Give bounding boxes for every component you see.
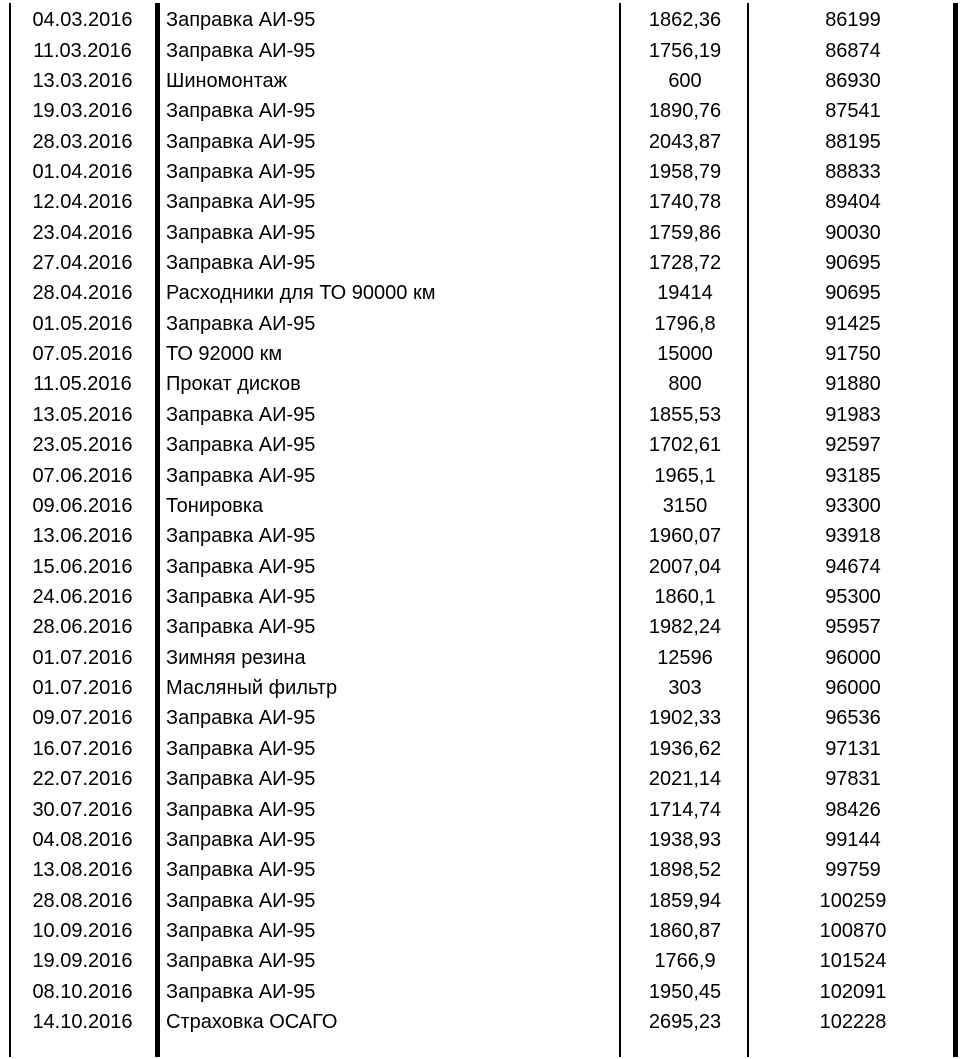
table-row — [0, 582, 962, 612]
cell-date: 07.06.2016 — [32, 464, 133, 487]
cell-date: 23.04.2016 — [32, 221, 133, 244]
cell-amount: 1860,1 — [654, 586, 716, 608]
cell-amount: 2021,14 — [648, 768, 722, 791]
cell-amount: 2695,23 — [648, 1011, 722, 1034]
table-row — [0, 825, 962, 855]
cell-odometer: 91880 — [825, 373, 881, 396]
cell-amount: 1890,76 — [648, 100, 722, 123]
table-row — [0, 491, 962, 521]
cell-amount: 1960,07 — [648, 525, 722, 548]
table-row — [0, 35, 962, 65]
table-row — [0, 96, 962, 126]
table-row — [0, 157, 962, 187]
cell-description: Заправка АИ-95 — [166, 799, 316, 820]
cell-odometer: 96536 — [825, 707, 881, 730]
cell-odometer: 97131 — [825, 737, 881, 760]
table-row — [0, 946, 962, 976]
cell-date: 01.07.2016 — [32, 677, 133, 700]
cell-odometer: 92597 — [825, 434, 881, 457]
cell-date: 28.08.2016 — [32, 889, 133, 912]
table-row — [0, 643, 962, 673]
cell-description: Масляный фильтр — [166, 678, 338, 699]
cell-date: 04.08.2016 — [32, 828, 133, 851]
cell-description: Заправка АИ-95 — [166, 10, 316, 31]
cell-date: 30.07.2016 — [32, 798, 133, 821]
cell-odometer: 96000 — [825, 646, 881, 669]
table-row — [0, 764, 962, 794]
cell-odometer: 99759 — [825, 859, 881, 882]
cell-date: 12.04.2016 — [32, 191, 133, 214]
cell-odometer: 86874 — [825, 39, 881, 62]
cell-date: 15.06.2016 — [32, 555, 133, 578]
cell-description: Заправка АИ-95 — [166, 101, 316, 122]
cell-odometer: 94674 — [825, 555, 881, 578]
cell-date: 13.06.2016 — [32, 525, 133, 548]
cell-odometer: 93185 — [825, 464, 881, 487]
cell-amount: 1902,33 — [648, 707, 722, 730]
table-row — [0, 430, 962, 460]
cell-amount: 1728,72 — [648, 252, 722, 275]
cell-odometer: 99144 — [825, 828, 881, 851]
cell-date: 19.03.2016 — [32, 100, 133, 123]
table-row — [0, 126, 962, 156]
cell-date: 28.06.2016 — [32, 616, 133, 639]
cell-description: Заправка АИ-95 — [166, 617, 316, 638]
cell-amount: 1855,53 — [648, 403, 722, 426]
cell-date: 10.09.2016 — [32, 919, 133, 942]
cell-description: Заправка АИ-95 — [166, 161, 316, 182]
cell-odometer: 88833 — [825, 160, 881, 183]
cell-date: 14.10.2016 — [32, 1011, 133, 1034]
cell-description: Заправка АИ-95 — [166, 890, 316, 911]
cell-odometer: 91750 — [825, 343, 881, 366]
table-row — [0, 1007, 962, 1037]
cell-amount: 1759,86 — [648, 221, 722, 244]
cell-description: Заправка АИ-95 — [166, 435, 316, 456]
cell-odometer: 91983 — [825, 403, 881, 426]
table-row — [0, 248, 962, 278]
cell-date: 16.07.2016 — [32, 737, 133, 760]
cell-odometer: 90695 — [825, 282, 881, 305]
cell-description: Прокат дисков — [166, 374, 301, 395]
cell-amount: 1898,52 — [648, 859, 722, 882]
cell-date: 23.05.2016 — [32, 434, 133, 457]
cell-description: Заправка АИ-95 — [166, 860, 316, 881]
cell-description: Заправка АИ-95 — [166, 465, 316, 486]
table-row — [0, 218, 962, 248]
table-row — [0, 400, 962, 430]
cell-description: Заправка АИ-95 — [166, 526, 316, 547]
cell-date: 08.10.2016 — [32, 980, 133, 1003]
cell-amount: 1938,93 — [648, 828, 722, 851]
cell-date: 13.03.2016 — [32, 69, 133, 92]
cell-description: Тонировка — [166, 495, 264, 516]
cell-date: 04.03.2016 — [32, 9, 133, 32]
cell-description: Заправка АИ-95 — [166, 769, 316, 790]
cell-odometer: 93300 — [825, 494, 881, 517]
cell-description: Заправка АИ-95 — [166, 40, 316, 61]
cell-amount: 1859,94 — [648, 889, 722, 912]
cell-odometer: 101524 — [819, 950, 887, 973]
cell-amount: 2007,04 — [648, 555, 722, 578]
cell-amount: 800 — [668, 373, 702, 396]
table-row — [0, 703, 962, 733]
cell-amount: 2043,87 — [648, 130, 722, 153]
table-row — [0, 460, 962, 490]
cell-date: 28.03.2016 — [32, 130, 133, 153]
table-row — [0, 5, 962, 35]
cell-amount: 1958,79 — [648, 160, 722, 183]
cell-date: 28.04.2016 — [32, 282, 133, 305]
cell-description: Заправка АИ-95 — [166, 738, 316, 759]
cell-amount: 600 — [668, 69, 702, 92]
cell-description: Заправка АИ-95 — [166, 131, 316, 152]
cell-date: 13.05.2016 — [32, 403, 133, 426]
cell-description: Заправка АИ-95 — [166, 981, 316, 1002]
cell-odometer: 93918 — [825, 525, 881, 548]
cell-date: 01.05.2016 — [32, 312, 133, 335]
cell-amount: 303 — [668, 677, 702, 700]
cell-description: Страховка ОСАГО — [166, 1012, 338, 1033]
cell-odometer: 97831 — [825, 768, 881, 791]
cell-odometer: 90030 — [825, 221, 881, 244]
cell-description: Заправка АИ-95 — [166, 253, 316, 274]
cell-date: 24.06.2016 — [32, 586, 133, 608]
cell-description: Заправка АИ-95 — [166, 951, 316, 972]
cell-date: 09.07.2016 — [32, 707, 133, 730]
cell-description: Заправка АИ-95 — [166, 708, 316, 729]
table-row — [0, 916, 962, 946]
cell-description: Заправка АИ-95 — [166, 829, 316, 850]
cell-amount: 3150 — [662, 494, 708, 517]
table-row — [0, 673, 962, 703]
cell-description: Заправка АИ-95 — [166, 587, 316, 607]
table-row — [0, 187, 962, 217]
cell-odometer: 90695 — [825, 252, 881, 275]
table-row — [0, 734, 962, 764]
cell-amount: 1702,61 — [648, 434, 722, 457]
cell-odometer: 89404 — [825, 191, 881, 214]
cell-date: 19.09.2016 — [32, 950, 133, 973]
cell-date: 11.03.2016 — [33, 39, 132, 62]
table-row — [0, 521, 962, 551]
cell-odometer: 100870 — [819, 919, 887, 942]
table-row — [0, 794, 962, 824]
cell-amount: 1756,19 — [648, 39, 722, 62]
cell-amount: 1714,74 — [648, 798, 722, 821]
table-row — [0, 278, 962, 308]
cell-amount: 1766,9 — [654, 950, 716, 973]
cell-odometer: 87541 — [825, 100, 881, 123]
cell-odometer: 100259 — [819, 889, 887, 912]
cell-odometer: 102091 — [819, 980, 887, 1003]
table-body — [0, 5, 962, 1037]
cell-description: Заправка АИ-95 — [166, 556, 316, 577]
cell-amount: 1936,62 — [648, 737, 722, 760]
cell-amount: 1950,45 — [648, 980, 722, 1003]
cell-odometer: 95957 — [825, 616, 881, 639]
cell-description: Заправка АИ-95 — [166, 222, 316, 243]
table-row — [0, 309, 962, 339]
cell-date: 01.07.2016 — [32, 646, 133, 669]
cell-amount: 19414 — [657, 282, 713, 305]
cell-odometer: 86199 — [825, 9, 881, 32]
cell-date: 27.04.2016 — [32, 252, 133, 275]
cell-odometer: 98426 — [825, 798, 881, 821]
cell-description: Расходники для ТО 90000 км — [166, 283, 436, 304]
cell-amount: 1796,8 — [654, 312, 716, 335]
table-row — [0, 612, 962, 642]
cell-odometer: 86930 — [825, 69, 881, 92]
cell-description: Шиномонтаж — [166, 70, 288, 91]
cell-amount: 1965,1 — [654, 464, 716, 487]
cell-date: 07.05.2016 — [32, 343, 133, 366]
cell-date: 09.06.2016 — [32, 494, 133, 517]
cell-description: Заправка АИ-95 — [166, 920, 316, 941]
table-row — [0, 339, 962, 369]
cell-amount: 1860,87 — [648, 919, 722, 942]
cell-amount: 1740,78 — [648, 191, 722, 214]
table-row — [0, 855, 962, 885]
table-row — [0, 977, 962, 1007]
cell-amount: 1982,24 — [648, 616, 722, 639]
cell-odometer: 95300 — [825, 586, 881, 608]
cell-amount: 1862,36 — [648, 9, 722, 32]
cell-description: Заправка АИ-95 — [166, 192, 316, 213]
cell-description: Заправка АИ-95 — [166, 404, 316, 425]
cell-description: Заправка АИ-95 — [166, 313, 316, 334]
table-row — [0, 551, 962, 581]
table-row — [0, 66, 962, 96]
cell-odometer: 96000 — [825, 677, 881, 700]
cell-description: ТО 92000 км — [166, 344, 283, 365]
cell-date: 22.07.2016 — [32, 768, 133, 791]
cell-amount: 15000 — [657, 343, 713, 366]
cell-odometer: 102228 — [819, 1011, 887, 1034]
cell-odometer: 91425 — [825, 312, 881, 335]
table-row — [0, 369, 962, 399]
table-row — [0, 885, 962, 915]
cell-amount: 12596 — [657, 646, 713, 669]
cell-odometer: 88195 — [825, 130, 881, 153]
cell-date: 13.08.2016 — [32, 859, 133, 882]
cell-date: 01.04.2016 — [32, 160, 133, 183]
cell-description: Зимняя резина — [166, 647, 306, 668]
cell-date: 11.05.2016 — [33, 373, 132, 396]
